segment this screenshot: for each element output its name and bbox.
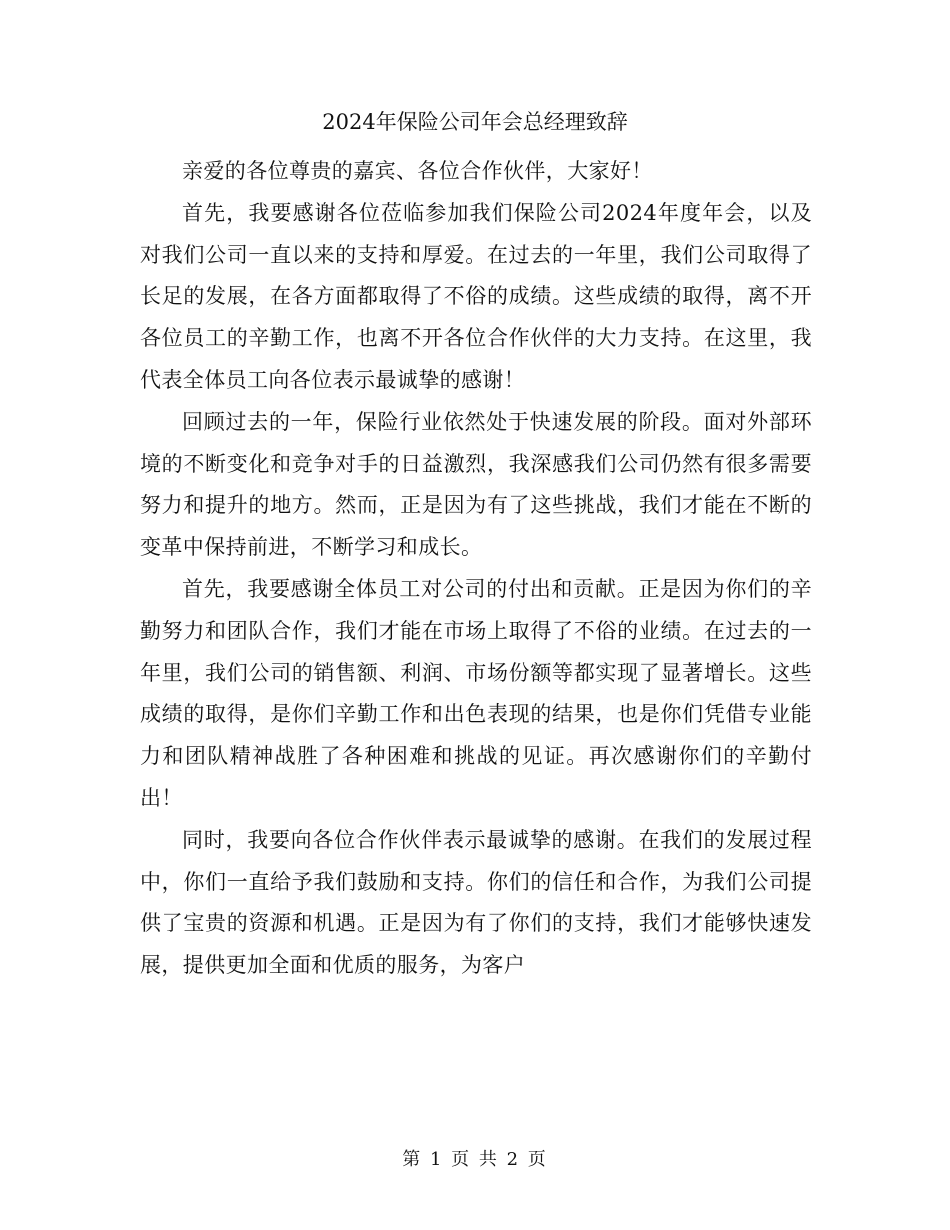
paragraph-thanks-employees: 首先，我要感谢全体员工对公司的付出和贡献。正是因为你们的辛勤努力和团队合作，我们才能在市场上取得了不俗的业绩。在过去的一年里，我们公司的销售额、利润、市场份额等都实现了显著增长。这些成绩的取得，是你们辛勤工作和出色表现的结果，也是你们凭借专业能力和团队精神战胜了各种困难和挑战的见证。再次感谢你们的辛勤付出！ xyxy=(140,576,812,810)
paragraph-thanks-attendance: 首先，我要感谢各位莅临参加我们保险公司2024年度年会，以及对我们公司一直以来的支持和厚爱。在过去的一年里，我们公司取得了长足的发展，在各方面都取得了不俗的成绩。这些成绩的取得，离不开各位员工的辛勤工作，也离不开各位合作伙伴的大力支持。在这里，我代表全体员工向各位表示最诚挚的感谢！ xyxy=(140,200,812,392)
document-body xyxy=(140,151,812,987)
paragraph-review: 回顾过去的一年，保险行业依然处于快速发展的阶段。面对外部环境的不断变化和竞争对手的日益激烈，我深感我们公司仍然有很多需要努力和提升的地方。然而，正是因为有了这些挑战，我们才能在不断的变革中保持前进，不断学习和成长。 xyxy=(140,409,812,560)
page-number-footer: 第 1 页 共 2 页 xyxy=(402,1149,548,1170)
document-title: 2024年保险公司年会总经理致辞 xyxy=(322,110,628,134)
paragraph-thanks-partners: 同时，我要向各位合作伙伴表示最诚挚的感谢。在我们的发展过程中，你们一直给予我们鼓励和支持。你们的信任和合作，为我们公司提供了宝贵的资源和机遇。正是因为有了你们的支持，我们才能够快速发展，提供更加全面和优质的服务，为客户 xyxy=(140,827,812,978)
paragraph-greeting: 亲爱的各位尊贵的嘉宾、各位合作伙伴，大家好！ xyxy=(182,159,653,183)
